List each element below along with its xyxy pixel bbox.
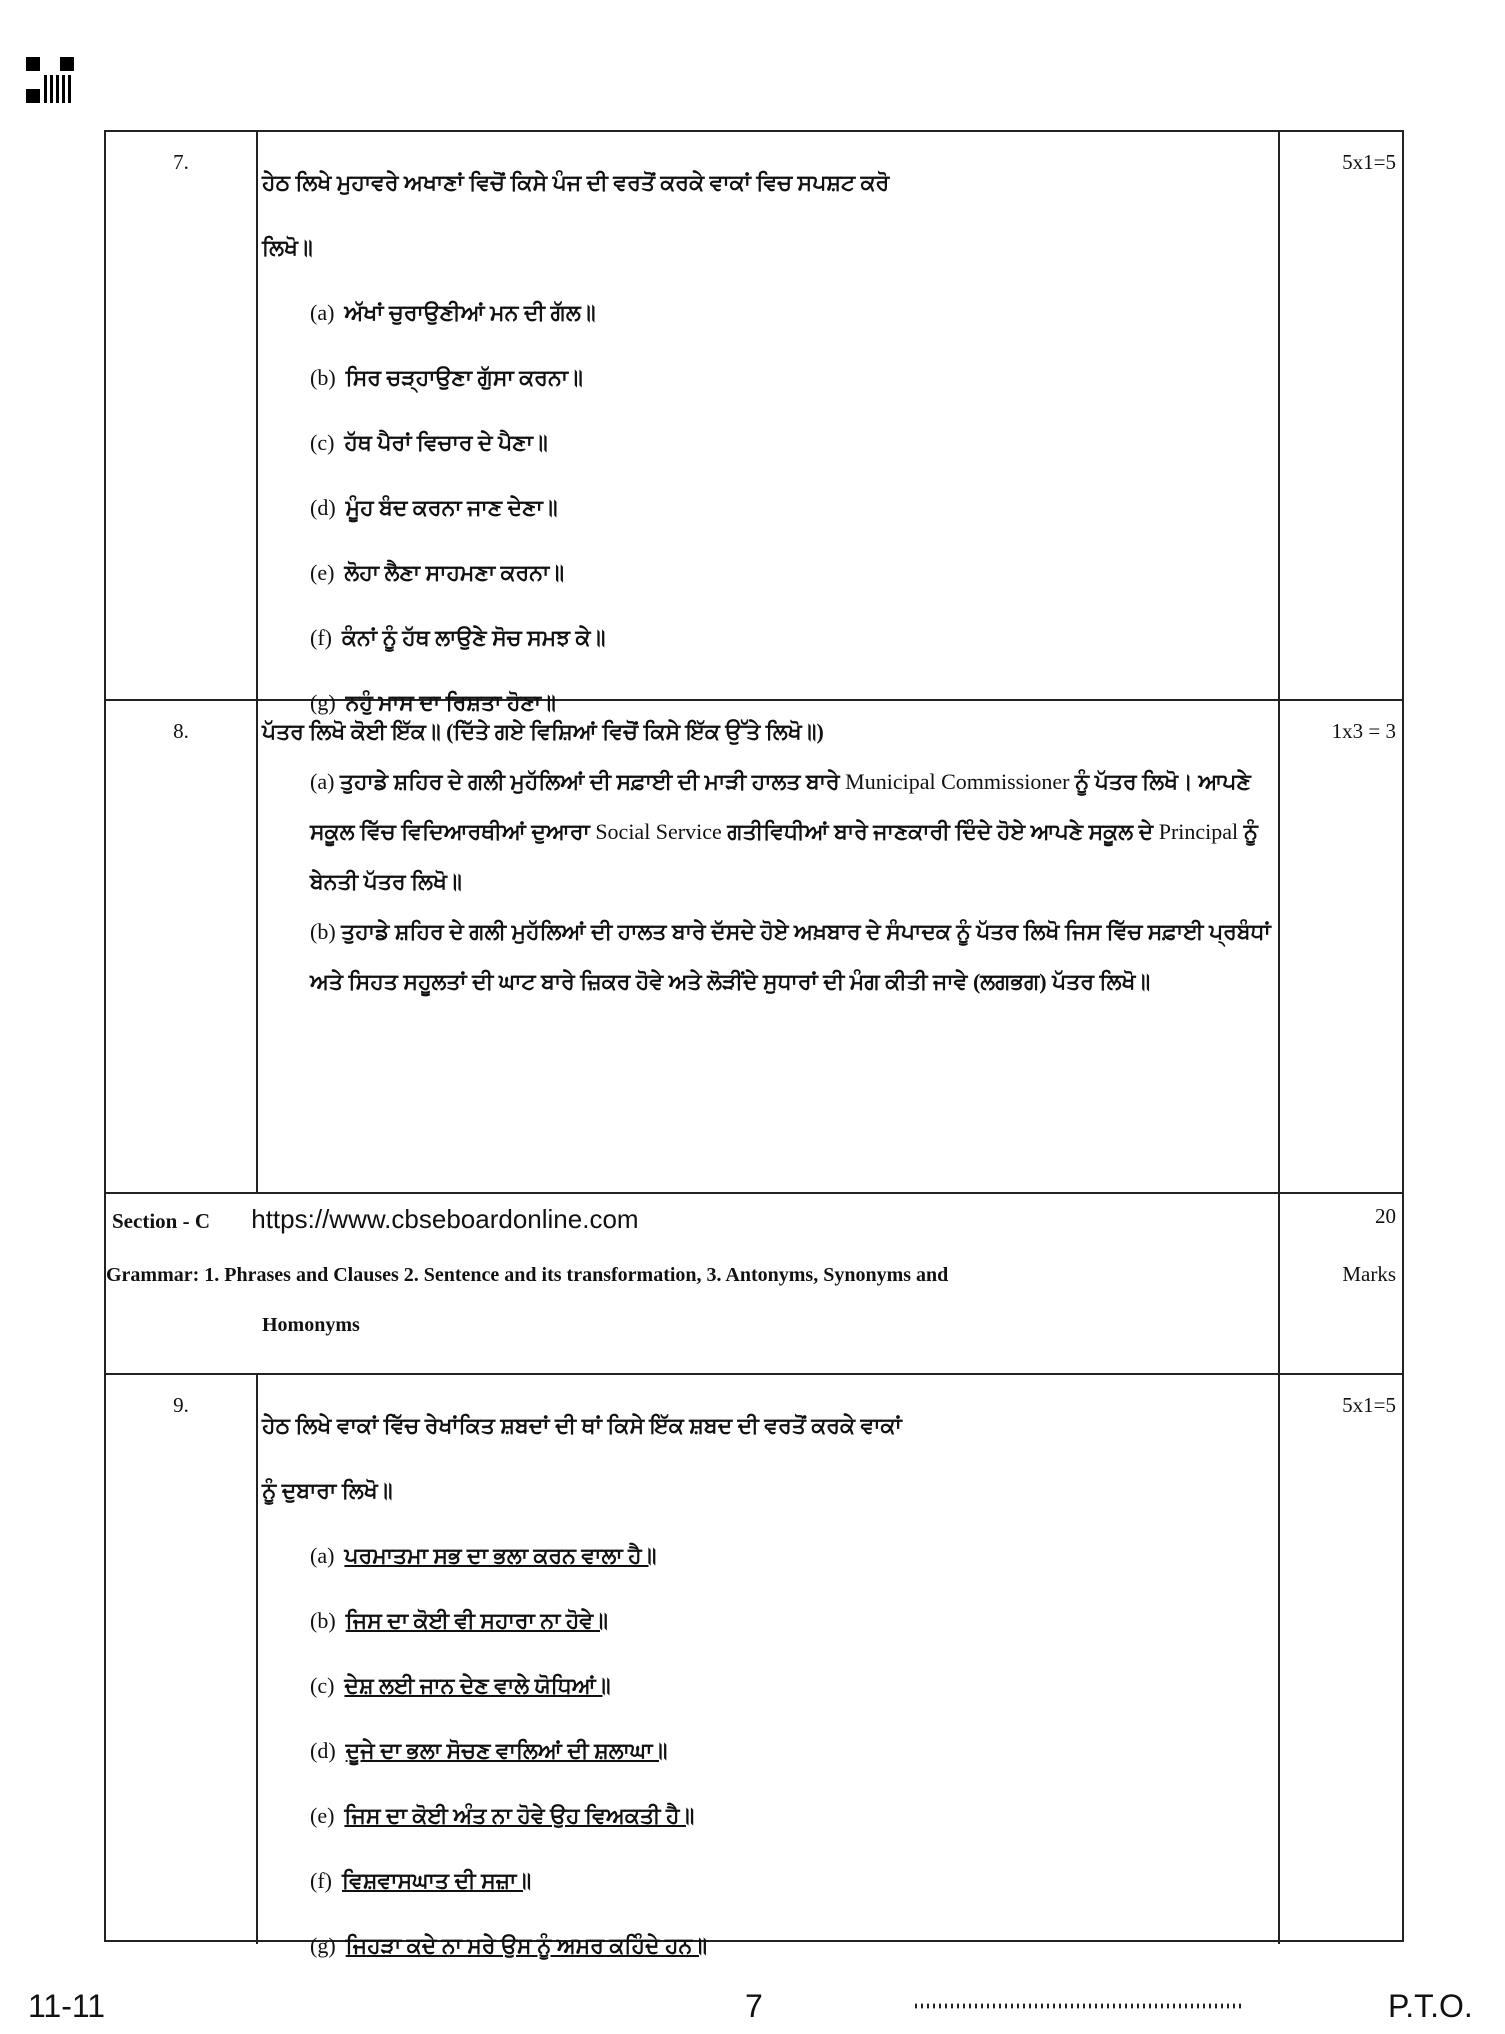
item-text: ਹੱਥ ਪੈਰਾਂ ਵਿਚਾਰ ਦੇ ਪੈਣਾ॥: [344, 430, 548, 455]
question-row-7: [106, 132, 1402, 715]
item-label: (b): [310, 1608, 336, 1633]
footer-code: 11-11: [28, 1988, 106, 2024]
question-number: 7.: [173, 150, 189, 174]
question-item: [262, 1783, 1272, 1848]
question-number: 8.: [173, 719, 189, 743]
section-title: Section - C: [112, 1209, 210, 1233]
section-marks: 20: [1375, 1204, 1396, 1228]
letter-option-b: (b) ਤੁਹਾਡੇ ਸ਼ਹਿਰ ਦੇ ਗਲੀ ਮੁਹੱਲਿਆਂ ਦੀ ਹਾਲਤ ਬਾਰੇ ਦੱਸਦੇ ਹੋਏ ਅਖ਼ਬਾਰ ਦੇ ਸੰਪਾਦਕ ਨੂੰ ਪੱਤਰ ਲਿਖੋ ਜਿਸ ਵਿੱਚ ਸਫ਼ਾਈ ਪ੍ਰਬੰਧਾਂ ਅਤੇ ਸਿਹਤ ਸਹੂਲਤਾਂ ਦੀ ਘਾਟ ਬਾਰੇ ਜ਼ਿਕਰ ਹੋਵੇ ਅਤੇ ਲੋੜੀਂਦੇ ਸੁਧਾਰਾਂ ਦੀ ਮੰਗ ਕੀਤੀ ਜਾਵੇ (ਲਗਭਗ) ਪੱਤਰ ਲਿਖੋ॥: [310, 919, 1271, 994]
item-label: (c): [310, 1673, 335, 1698]
question-item: [262, 1913, 1272, 1978]
item-text: ਨਹੁੰ ਮਾਸ ਦਾ ਰਿਸ਼ਤਾ ਹੋਣਾ॥: [345, 690, 556, 715]
item-text: ਅੱਖਾਂ ਚੁਰਾਉਣੀਆਂ ਮਨ ਦੀ ਗੱਲ॥: [344, 300, 596, 325]
qr-code-icon: [26, 57, 74, 103]
item-label: (e): [310, 1803, 335, 1828]
question-item: [262, 410, 1272, 475]
question-item: [262, 605, 1272, 670]
grammar-topics-cont: Homonyms: [262, 1314, 360, 1336]
item-text: ਲੋਹਾ ਲੈਣਾ ਸਾਹਮਣਾ ਕਰਨਾ॥: [344, 560, 565, 585]
item-text: ਪਰਮਾਤਮਾ ਸਭ ਦਾ ਭਲਾ ਕਰਨ ਵਾਲਾ ਹੈ॥: [344, 1543, 657, 1568]
item-label: (f): [310, 1868, 332, 1893]
question-item: [262, 280, 1272, 345]
question-instruction: ਹੇਠ ਲਿਖੇ ਵਾਕਾਂ ਵਿੱਚ ਰੇਖਾਂਕਿਤ ਸ਼ਬਦਾਂ ਦੀ ਥਾਂ ਕਿਸੇ ਇੱਕ ਸ਼ਬਦ ਦੀ ਵਰਤੋਂ ਕਰਕੇ ਵਾਕਾਂ: [262, 1413, 902, 1438]
question-instruction-cont: ਨੂੰ ਦੁਬਾਰਾ ਲਿਖੋ॥: [262, 1478, 393, 1503]
question-marks: 5x1=5: [1342, 150, 1396, 174]
item-text: ਸਿਰ ਚੜ੍ਹਾਉਣਾ ਗੁੱਸਾ ਕਰਨਾ॥: [345, 365, 583, 390]
question-instruction: ਹੇਠ ਲਿਖੇ ਮੁਹਾਵਰੇ ਅਖਾਣਾਂ ਵਿਚੋਂ ਕਿਸੇ ਪੰਜ ਦੀ ਵਰਤੋਂ ਕਰਕੇ ਵਾਕਾਂ ਵਿਚ ਸਪਸ਼ਟ ਕਰੋ: [262, 170, 890, 195]
question-marks: 5x1=5: [1342, 1393, 1396, 1417]
question-item: [262, 1588, 1272, 1653]
item-text: ਦੂਜੇ ਦਾ ਭਲਾ ਸੋਚਣ ਵਾਲਿਆਂ ਦੀ ਸ਼ਲਾਘਾ॥: [345, 1738, 668, 1763]
item-label: (f): [310, 625, 332, 650]
question-number: 9.: [173, 1393, 189, 1417]
item-label: (g): [310, 1933, 336, 1958]
grammar-topics: Grammar: 1. Phrases and Clauses 2. Sentence and its transformation, 3. Antonyms, Synonyms and: [106, 1264, 949, 1286]
item-text: ਵਿਸ਼ਵਾਸਘਾਤ ਦੀ ਸਜ਼ਾ॥: [341, 1868, 532, 1893]
question-instruction: ਪੱਤਰ ਲਿਖੋ ਕੋਈ ਇੱਕ॥ (ਦਿੱਤੇ ਗਏ ਵਿਸ਼ਿਆਂ ਵਿਚੋਂ ਕਿਸੇ ਇੱਕ ਉੱਤੇ ਲਿਖੋ॥): [262, 719, 824, 744]
item-text: ਦੇਸ਼ ਲਈ ਜਾਨ ਦੇਣ ਵਾਲੇ ਯੋਧਿਆਂ॥: [344, 1673, 611, 1698]
item-label: (c): [310, 430, 335, 455]
page-number: 7: [745, 1988, 763, 2024]
question-instruction-cont: ਲਿਖੋ॥: [262, 235, 313, 260]
item-label: (b): [310, 365, 336, 390]
item-text: ਜਿਹੜਾ ਕਦੇ ਨਾ ਮਰੇ ਉਸ ਨੂੰ ਅਮਰ ਕਹਿੰਦੇ ਹਨ॥: [345, 1933, 708, 1958]
item-label: (a): [310, 300, 335, 325]
item-text: ਜਿਸ ਦਾ ਕੋਈ ਅੰਤ ਨਾ ਹੋਵੇ ਉਹ ਵਿਅਕਤੀ ਹੈ॥: [344, 1803, 695, 1828]
question-item: [262, 540, 1272, 605]
question-item: [262, 1653, 1272, 1718]
section-marks-label: Marks: [1342, 1262, 1396, 1286]
item-label: (e): [310, 560, 335, 585]
question-item: [262, 1848, 1272, 1913]
wavy-divider: [915, 2000, 1245, 2012]
item-text: ਜਿਸ ਦਾ ਕੋਈ ਵੀ ਸਹਾਰਾ ਨਾ ਹੋਵੇ॥: [345, 1608, 608, 1633]
item-text: ਮੂੰਹ ਬੰਦ ਕਰਨਾ ਜਾਣ ਦੇਣਾ॥: [345, 495, 558, 520]
question-row-8: [106, 701, 1402, 1194]
question-item: [262, 1718, 1272, 1783]
question-item: [262, 475, 1272, 540]
item-label: (d): [310, 1738, 336, 1763]
item-label: (a): [310, 1543, 335, 1568]
question-table: [104, 130, 1404, 1958]
question-item: [262, 1523, 1272, 1588]
item-label: (d): [310, 495, 336, 520]
question-marks: 1x3 = 3: [1331, 719, 1396, 743]
item-text: ਕੰਨਾਂ ਨੂੰ ਹੱਥ ਲਾਉਣੇ ਸੋਚ ਸਮਝ ਕੇ॥: [341, 625, 606, 650]
section-c-row: [106, 1194, 1402, 1375]
source-url[interactable]: https://www.cbseboardonline.com: [251, 1204, 639, 1234]
question-item: [262, 345, 1272, 410]
please-turn-over: P.T.O.: [1388, 1988, 1473, 2024]
item-label: (g): [310, 690, 336, 715]
question-row-9: [106, 1375, 1402, 1958]
letter-option-a: (a) ਤੁਹਾਡੇ ਸ਼ਹਿਰ ਦੇ ਗਲੀ ਮੁਹੱਲਿਆਂ ਦੀ ਸਫ਼ਾਈ ਦੀ ਮਾੜੀ ਹਾਲਤ ਬਾਰੇ Municipal Commissioner ਨੂੰ ਪੱਤਰ ਲਿਖੋ। ਆਪਣੇ ਸਕੂਲ ਵਿੱਚ ਵਿਦਿਆਰਥੀਆਂ ਦੁਆਰਾ Social Service ਗਤੀਵਿਧੀਆਂ ਬਾਰੇ ਜਾਣਕਾਰੀ ਦਿੰਦੇ ਹੋਏ ਆਪਣੇ ਸਕੂਲ ਦੇ Principal ਨੂੰ ਬੇਨਤੀ ਪੱਤਰ ਲਿਖੋ॥: [310, 769, 1258, 894]
